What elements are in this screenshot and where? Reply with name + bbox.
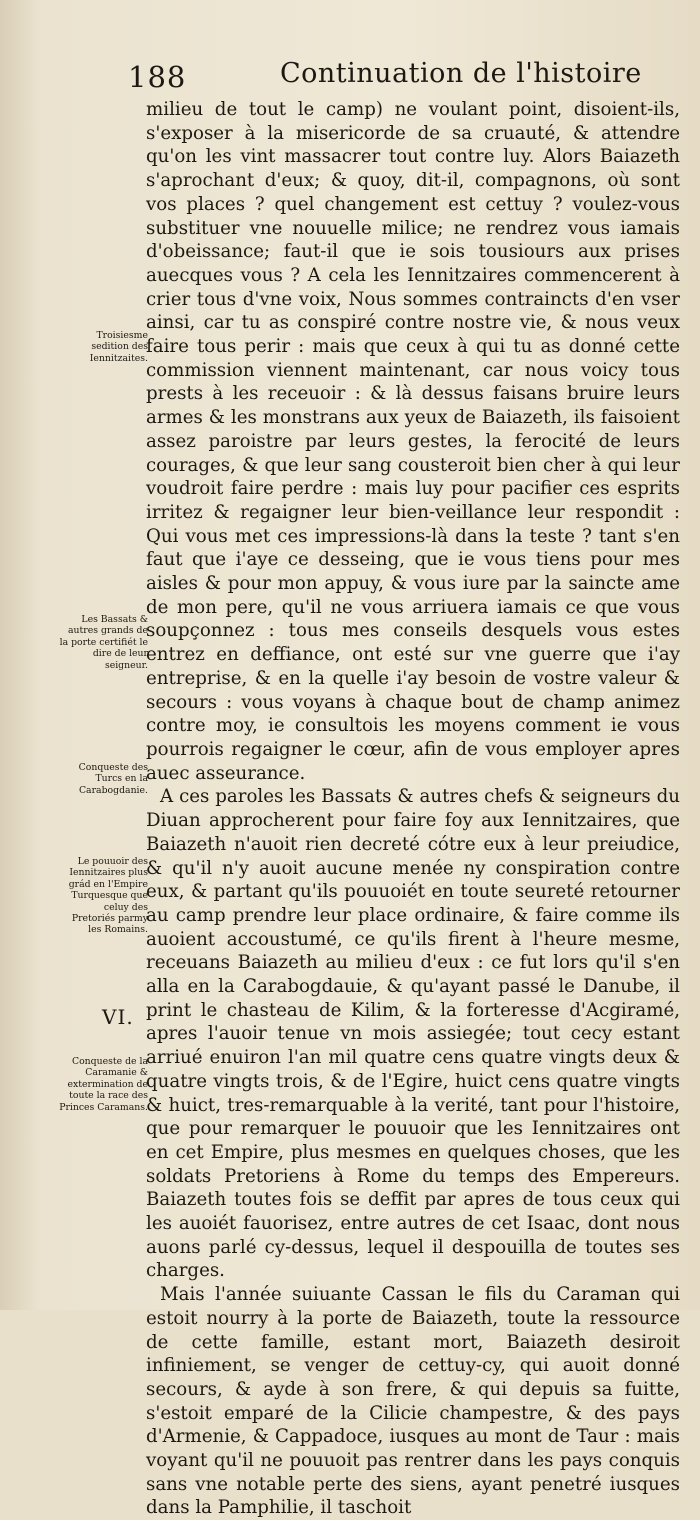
body-text — [146, 98, 680, 1520]
margin-note-carabogdanie-conquest: Conqueste des Turcs en la Carabogdanie. — [78, 762, 148, 796]
running-title: Continuation de l'histoire — [280, 58, 642, 89]
page-header — [128, 58, 642, 98]
paragraph: A ces paroles les Bassats & autres chefs & seigneurs du Diuan approcherent pour faire foy aux Iennitzaires, que Baiazeth n'auoit rien decreté cótre eux à leur preiudice, & qu'il n'y auoit aucune menée ny conspiration contre eux, & partant qu'ils pouuoiét en toute seureté retourner au camp prendre leur place ordinaire, & faire comme ils auoient accoustumé, ce qu'ils firent à l'heure mesme, receuans Baiazeth au milieu d'eux : ce fut lors qu'il s'en alla en la Carabogdauie, & qu'ayant passé le Danube, il print le chasteau de Kilim, & la forteresse d'Acgiramé, apres l'auoir tenue vn mois assiegée; tout cecy estant arriué enuiron l'an mil quatre cens quatre vingts deux & quatre vingts trois, & de l'Egire, huict cens quatre vingts & huict, tres-remarquable à la verité, tant pour l'histoire, que pour remarquer le pouuoir que les Iennitzaires ont en cet Empire, plus mesmes en quelques choses, que les soldats Pretoriens à Rome du temps des Empereurs. Baiazeth toutes fois se deffit par apres de tous ceux qui les auoiét fauorisez, entre autres de cet Isaac, dont nous auons parlé cy-dessus, lequel il despouilla de toutes ses charges. — [146, 786, 680, 1282]
margin-note-third-sedition: Troisiesme sedition des Iennitzaites. — [89, 330, 148, 364]
paragraph: milieu de tout le camp) ne voulant point, disoient-ils, s'exposer à la misericorde de sa cruauté, & attendre qu'on les vint massacrer tout contre luy. Alors Baiazeth s'aprochant d'eux; & quoy, dit-il, compagnons, où sont vos places ? quel changement est cettuy ? voulez-vous substituer vne nouuelle milice; ne rendrez vous iamais d'obeissance; faut-il que ie sois tousiours aux prises auecques vous ? A cela les Iennitzaires commencerent à crier tous d'vne voix, Nous sommes contraincts d'en vser ainsi, car tu as conspiré contre nostre vie, & nous veux faire tous perir : mais que ceux à qui tu as donné cette commission viennent maintenant, car nous voicy tous prests à les receuoir : & là dessus faisans bruire leurs armes & les monstrans aux yeux de Baiazeth, ils faisoient assez paroistre par leurs gestes, la ferocité de leurs courages, & que leur sang cousteroit bien cher à qui leur voudroit faire perdre : mais luy pour pacifier ces esprits irritez & regaigner leur bien-veillance leur respondit : Qui vous met ces impressions-là dans la teste ? tant s'en faut que i'aye ce desseing, que ie vous tiens pour mes aisles & pour mon appuy, & vous iure par la saincte ame de mon pere, qu'il ne vous arriuera iamais ce que vous soupçonnez : tous mes conseils desquels vous estes entrez en deffiance, ont esté sur vne guerre que i'ay entreprise, & en la quelle i'ay besoin de vostre valeur & secours : vous voyans à chaque bout de champ animez contre moy, ie consultois les moyens comment ie vous pourrois regaigner le cœur, afin de vous employer apres auec asseurance. — [146, 99, 680, 784]
page-number: 188 — [128, 60, 187, 94]
margin-note-iennitzaires-power: Le pouuoir des Iennitzaires plus grád en l'Empire Turquesque que celuy des Pretoriés parmy les Romains. — [68, 856, 148, 936]
margin-note-bassats-certify: Les Bassats & autres grands de la porte certifiét le dire de leur seigneur. — [59, 614, 148, 671]
section-number: VI. — [102, 1005, 134, 1029]
paragraph: Mais l'année suiuante Cassan le fils du Caraman qui estoit nourry à la porte de Baiazeth, toute la ressource de cette famille, estant mort, Baiazeth desiroit infiniement, se venger de cettuy-cy, qui auoit donné secours, & ayde à son frere, & qui depuis sa fuitte, s'estoit emparé de la Cilicie champestre, & des pays d'Armenie, & Cappadoce, iusques au mont de Taur : mais voyant qu'il ne pouuoit pas rentrer dans les pays conquis sans vne notable perte des siens, ayant penetré iusques dans la Pamphilie, il taschoit — [146, 1284, 680, 1519]
margin-note-caramanie-conquest: Conqueste de la Caramanie & extermination de toute la race des Princes Caramans. — [59, 1056, 148, 1113]
